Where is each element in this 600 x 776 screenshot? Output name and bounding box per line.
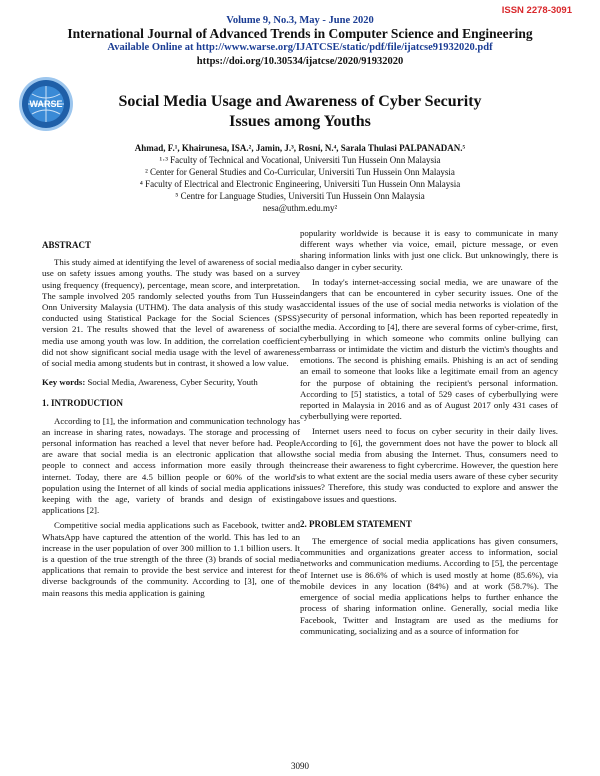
page-number: 3090: [291, 761, 309, 771]
doi-link[interactable]: https://doi.org/10.30534/ijatcse/2020/91932020: [196, 56, 404, 67]
right-paragraph-2: In today's internet-accessing social media, we are unaware of the dangers that can be encountered in cyber security issues. One of the accidental issues of the use of social media networks is violation of the security of personal information, which has been reported repeatedly in the media. According to [4], there are several forms of cyber-crime, first, cyberbullying in which someone who commits online bullying can embarrass or intimidate the victim and disturb the victim's thoughts and emotions. The second is phishing emails. Phishing is an act of sending an email to someone that looks like a legitimate email from an agency for the purpose of obtaining the recipient's personal information. According to [5] statistics, a total of 529 cases of cyberbullying were reported in Malaysia in 2016 and as of August 2017 only 431 cases of cyberbullying were reported.: [300, 276, 558, 422]
abstract-text: This study aimed at identifying the level of awareness of social media use on safety issues among youths. The study was based on a survey using frequency (frequency), percentage, mean score, and interpretation. The sample involved 205 randomly selected youths from Tun Hussein Onn University Malaysia (UTHM). The data analysis of this study was conducted using Statistical Package for the Social Sciences (SPSS) version 21. The results showed that the level of awareness of social media use among youth was low. In addition, the correlation coefficient did not show significant social media usage with the level of awareness of social media among students but in contrast, it showed a low value.: [42, 257, 300, 369]
problem-statement-heading: 2. PROBLEM STATEMENT: [300, 518, 412, 529]
right-column: [300, 228, 558, 641]
affiliation-4: ⁵ Centre for Language Studies, Universiti Tun Hussein Onn Malaysia: [175, 191, 425, 201]
intro-paragraph-2: Competitive social media applications such as Facebook, twitter and WhatsApp have captured the attention of the world. This has led to an increase in the user population of over 300 million to 1.1 billion users. It is a question of the true strength of the three (3) brands of social media applications that remain to provide the best service and interest for the diverse backgrounds of the community. According to [3], one of the main reasons this media application is gaining: [42, 520, 300, 598]
introduction-heading: 1. INTRODUCTION: [42, 398, 124, 409]
affiliation-3: ⁴ Faculty of Electrical and Electronic Engineering, Universiti Tun Hussein Onn Malaysia: [139, 179, 461, 189]
keywords: [42, 377, 300, 388]
issn-label: ISSN 2278-3091: [501, 5, 572, 16]
contact-email[interactable]: nesa@uthm.edu.my²: [262, 203, 338, 213]
problem-paragraph-1: The emergence of social media applications has given consumers, communities and organizations greater access to information, social networks and communication mediums. According to [5], the percentage of Internet use is 86.6% of which is used mostly at home (85.6%), via mobile devices in any location (84%) and at work (58.7%). The emergence of social media applications helps to further enhance the process of sharing information online. Generally, social media like Facebook, Twitter and Instagram are used as the mediums for communicating, socializing and as a source of information for: [300, 536, 558, 636]
right-paragraph-1: popularity worldwide is because it is easy to communicate in many different ways whether via voice, email, picture message, or even sharing information links with just one click. But unknowingly, there is also danger in cyber security.: [300, 228, 558, 272]
paper-title: [60, 92, 540, 132]
affiliation-1: ¹·³ Faculty of Technical and Vocational, Universiti Tun Hussein Onn Malaysia: [159, 155, 441, 165]
logo-text: WARSE: [29, 99, 63, 109]
keywords-text: Social Media, Awareness, Cyber Security, Youth: [85, 377, 258, 388]
volume-line: Volume 9, No.3, May - June 2020: [226, 15, 374, 26]
right-paragraph-3: Internet users need to focus on cyber security in their daily lives. According to [6], the government does not have the power to block all the social media from abusing the Internet. Thus, consumers need to increase their awareness to fight cybercrime. However, the question here is to what extent are the social media users aware of these cyber security issues? Therefore, this study was conducted to explore and answer the above issues and questions.: [300, 426, 558, 504]
affiliation-2: ² Center for General Studies and Co-Curricular, Universiti Tun Hussein Onn Malaysia: [145, 167, 455, 177]
intro-paragraph-1: According to [1], the information and communication technology has an increase in sharing rates, nowadays. The storage and processing of personal information has reached a level that never before had. People are aware that social media is an electronic application that allows people to connect and access information more easily through the internet. Today, there are 4.5 billion people or 60% of the world's population using the Internet of all kinds of social media applications in keeping with the age, variety of brands and design of existing applications [2].: [42, 415, 300, 516]
left-column: [42, 228, 300, 603]
available-online-link[interactable]: Available Online at http://www.warse.org/IJATCSE/static/pdf/file/ijatcse91932020.pdf: [107, 42, 493, 53]
title-line-1: Social Media Usage and Awareness of Cyber Security: [118, 93, 482, 110]
journal-title: International Journal of Advanced Trends in Computer Science and Engineering: [67, 26, 533, 41]
authors-line: Ahmad, F.¹, Khairunesa, ISA.², Jamin, J.³, Rosni, N.⁴, Sarala Thulasi PALPANADAN.⁵: [134, 143, 466, 153]
title-line-2: Issues among Youths: [229, 113, 371, 130]
abstract-heading: ABSTRACT: [42, 240, 92, 250]
keywords-label: Key words:: [42, 377, 86, 388]
